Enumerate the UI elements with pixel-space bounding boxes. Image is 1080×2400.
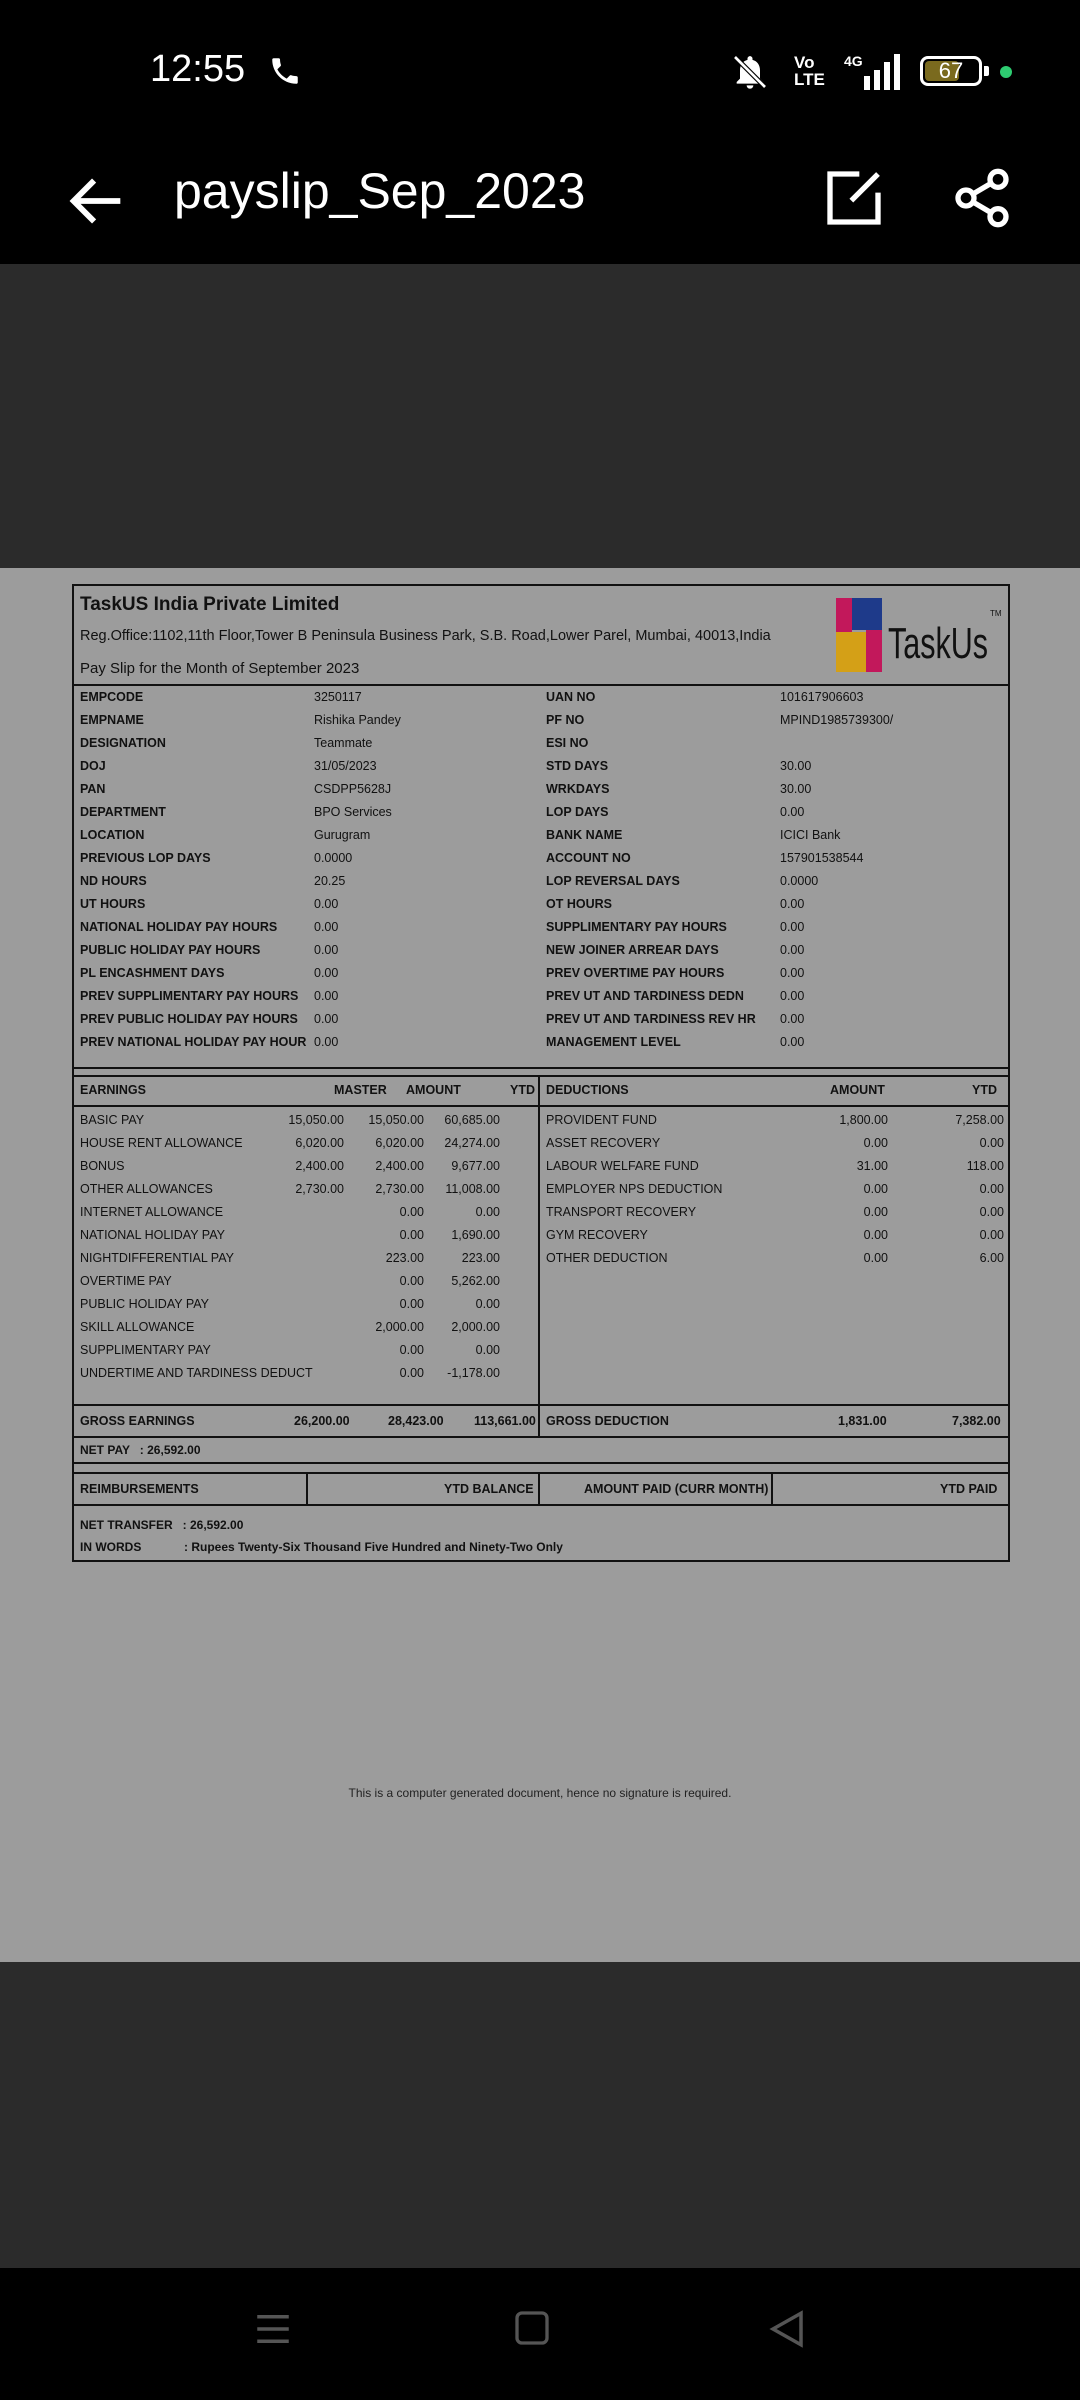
earning-name: OVERTIME PAY — [80, 1274, 172, 1288]
net-transfer: NET TRANSFER : 26,592.00 — [80, 1518, 244, 1532]
info-row — [74, 713, 1008, 736]
info-row — [74, 874, 1008, 897]
payslip — [72, 584, 1010, 1562]
info-value: MPIND1985739300/ — [780, 713, 894, 727]
gross-deduction-label: GROSS DEDUCTION — [546, 1414, 669, 1428]
info-value: Teammate — [314, 736, 373, 750]
navigation-bar — [0, 2268, 1080, 2400]
info-label: UT HOURS — [80, 897, 146, 911]
amount-header: AMOUNT — [406, 1083, 461, 1097]
info-value: 0.00 — [314, 966, 339, 980]
earning-name: UNDERTIME AND TARDINESS DEDUCT — [80, 1366, 313, 1380]
privacy-indicator-dot — [1000, 66, 1012, 78]
gross-ytd: 113,661.00 — [474, 1414, 536, 1428]
info-value: 0.00 — [780, 897, 805, 911]
ytd-header: YTD — [510, 1083, 535, 1097]
back-icon[interactable] — [766, 2308, 808, 2350]
earning-name: SKILL ALLOWANCE — [80, 1320, 195, 1334]
deduction-amount: 0.00 — [863, 1251, 888, 1265]
info-value: 0.00 — [780, 943, 805, 957]
info-value: 0.00 — [780, 989, 805, 1003]
earning-amount: 2,400.00 — [375, 1159, 424, 1173]
earning-name: OTHER ALLOWANCES — [80, 1182, 213, 1196]
gross-amount: 28,423.00 — [388, 1414, 444, 1428]
deduction-amount: 0.00 — [863, 1182, 888, 1196]
info-label: STD DAYS — [546, 759, 609, 773]
gross-deduction-amount: 1,831.00 — [838, 1414, 887, 1428]
earning-amount: 0.00 — [399, 1297, 424, 1311]
info-value: 0.00 — [314, 897, 339, 911]
info-label: PREV SUPPLIMENTARY PAY HOURS — [80, 989, 299, 1003]
info-value: 0.0000 — [314, 851, 353, 865]
column-divider — [538, 1406, 540, 1436]
ytd-paid-label: YTD PAID — [940, 1482, 998, 1496]
deduction-ytd-header: YTD — [972, 1083, 997, 1097]
info-value: 20.25 — [314, 874, 346, 888]
info-label: LOP DAYS — [546, 805, 609, 819]
info-label: PL ENCASHMENT DAYS — [80, 966, 225, 980]
earning-name: BONUS — [80, 1159, 125, 1173]
info-label: PREV UT AND TARDINESS DEDN — [546, 989, 744, 1003]
earning-ytd: 223.00 — [461, 1251, 500, 1265]
info-label: EMPCODE — [80, 690, 144, 704]
reimbursements-row — [74, 1472, 1008, 1506]
column-divider — [538, 1474, 540, 1504]
document-page[interactable] — [0, 568, 1080, 1962]
info-label: PUBLIC HOLIDAY PAY HOURS — [80, 943, 261, 957]
deduction-amount: 0.00 — [863, 1205, 888, 1219]
earning-ytd: 5,262.00 — [451, 1274, 500, 1288]
earning-amount: 0.00 — [399, 1205, 424, 1219]
registered-office: Reg.Office:1102,11th Floor,Tower B Peninsula Business Park, S.B. Road,Lower Parel, Mumbai, 40013,India — [80, 628, 771, 644]
deduction-name: TRANSPORT RECOVERY — [546, 1205, 697, 1219]
info-row — [74, 920, 1008, 943]
battery-tip — [984, 66, 989, 76]
deductions-header: DEDUCTIONS — [546, 1083, 629, 1097]
info-row — [74, 989, 1008, 1012]
amount-paid-label: AMOUNT PAID (CURR MONTH) — [584, 1482, 769, 1496]
info-value: 101617906603 — [780, 690, 864, 704]
deduction-ytd: 0.00 — [979, 1205, 1004, 1219]
phone-icon — [268, 54, 302, 88]
deduction-amount: 0.00 — [863, 1136, 888, 1150]
document-viewer[interactable] — [0, 264, 1080, 2262]
deduction-name: ASSET RECOVERY — [546, 1136, 661, 1150]
column-divider — [538, 1077, 540, 1404]
info-label: PREVIOUS LOP DAYS — [80, 851, 211, 865]
info-row — [74, 805, 1008, 828]
deduction-name: LABOUR WELFARE FUND — [546, 1159, 699, 1173]
info-row — [74, 828, 1008, 851]
earning-name: INTERNET ALLOWANCE — [80, 1205, 224, 1219]
home-icon[interactable] — [512, 2308, 552, 2348]
earning-name: NIGHTDIFFERENTIAL PAY — [80, 1251, 234, 1265]
document-title: payslip_Sep_2023 — [174, 163, 586, 219]
master-header: MASTER — [334, 1083, 387, 1097]
info-row — [74, 759, 1008, 782]
gross-deduction-ytd: 7,382.00 — [952, 1414, 1001, 1428]
net-transfer-block — [74, 1510, 1008, 1560]
info-label: DEPARTMENT — [80, 805, 166, 819]
share-icon[interactable] — [950, 166, 1014, 230]
pay-month: Pay Slip for the Month of September 2023 — [80, 660, 360, 677]
info-value: Rishika Pandey — [314, 713, 401, 727]
info-value: 31/05/2023 — [314, 759, 377, 773]
earning-amount: 6,020.00 — [375, 1136, 424, 1150]
earning-ytd: 0.00 — [475, 1297, 500, 1311]
earning-ytd: 11,008.00 — [445, 1182, 500, 1196]
info-label: PAN — [80, 782, 106, 796]
info-label: EMPNAME — [80, 713, 144, 727]
deduction-name: PROVIDENT FUND — [546, 1113, 657, 1127]
info-row — [74, 736, 1008, 759]
earning-master: 6,020.00 — [295, 1136, 344, 1150]
volte-indicator: Vo LTE — [794, 53, 825, 89]
info-label: LOCATION — [80, 828, 145, 842]
earning-master: 2,400.00 — [295, 1159, 344, 1173]
earning-amount: 0.00 — [399, 1274, 424, 1288]
info-value: CSDPP5628J — [314, 782, 392, 796]
company-name: TaskUS India Private Limited — [80, 594, 340, 615]
info-value: 30.00 — [780, 759, 812, 773]
info-value: 0.00 — [780, 1012, 805, 1026]
deduction-ytd: 0.00 — [979, 1136, 1004, 1150]
info-value: 3250117 — [314, 690, 362, 704]
info-row — [74, 897, 1008, 920]
earning-ytd: 9,677.00 — [451, 1159, 500, 1173]
info-label: PREV PUBLIC HOLIDAY PAY HOURS — [80, 1012, 298, 1026]
info-value: 0.00 — [780, 966, 805, 980]
info-value: BPO Services — [314, 805, 392, 819]
info-value: 0.00 — [314, 943, 339, 957]
status-bar — [0, 0, 1080, 140]
earning-ytd: 0.00 — [475, 1343, 500, 1357]
info-row — [74, 690, 1008, 713]
info-label: ND HOURS — [80, 874, 147, 888]
back-arrow-icon[interactable] — [62, 166, 132, 236]
gross-master: 26,200.00 — [294, 1414, 350, 1428]
earning-master: 2,730.00 — [295, 1182, 344, 1196]
ytd-balance-label: YTD BALANCE — [444, 1482, 534, 1496]
earning-amount: 15,050.00 — [368, 1113, 424, 1127]
column-divider — [771, 1474, 773, 1504]
taskus-logo — [836, 592, 1002, 676]
svg-text:4G: 4G — [844, 53, 863, 69]
deduction-amount: 1,800.00 — [839, 1113, 888, 1127]
menu-icon[interactable] — [252, 2308, 294, 2350]
info-label: ACCOUNT NO — [546, 851, 631, 865]
info-label: LOP REVERSAL DAYS — [546, 874, 680, 888]
info-label: DOJ — [80, 759, 106, 773]
info-value: 30.00 — [780, 782, 812, 796]
info-label: PREV UT AND TARDINESS REV HR — [546, 1012, 756, 1026]
deduction-name: GYM RECOVERY — [546, 1228, 648, 1242]
info-label: UAN NO — [546, 690, 596, 704]
deduction-ytd: 7,258.00 — [955, 1113, 1004, 1127]
info-value: 0.00 — [314, 920, 339, 934]
edit-icon[interactable] — [822, 166, 886, 230]
earning-ytd: 0.00 — [475, 1205, 500, 1219]
info-row — [74, 851, 1008, 874]
info-label: WRKDAYS — [546, 782, 610, 796]
deduction-name: EMPLOYER NPS DEDUCTION — [546, 1182, 723, 1196]
info-value: 0.0000 — [780, 874, 819, 888]
info-label: ESI NO — [546, 736, 589, 750]
earnings-deductions-table — [74, 1075, 1008, 1406]
info-label: BANK NAME — [546, 828, 623, 842]
header-rule — [74, 1105, 1008, 1107]
deduction-amount-header: AMOUNT — [830, 1083, 885, 1097]
info-row — [74, 943, 1008, 966]
info-value: Gurugram — [314, 828, 371, 842]
payslip-header — [74, 586, 1008, 686]
in-words: : Rupees Twenty-Six Thousand Five Hundred and Ninety-Two Only — [184, 1540, 563, 1554]
info-label: PREV NATIONAL HOLIDAY PAY HOUR — [80, 1035, 307, 1049]
earning-ytd: 1,690.00 — [451, 1228, 500, 1242]
info-label: OT HOURS — [546, 897, 612, 911]
gross-row — [74, 1406, 1008, 1438]
earning-name: PUBLIC HOLIDAY PAY — [80, 1297, 209, 1311]
svg-text:TM: TM — [990, 609, 1002, 618]
info-value: 0.00 — [314, 1012, 339, 1026]
column-divider — [306, 1474, 308, 1504]
info-row — [74, 1035, 1008, 1058]
info-row — [74, 1012, 1008, 1035]
info-label: PREV OVERTIME PAY HOURS — [546, 966, 725, 980]
svg-text:TaskUs: TaskUs — [888, 619, 988, 668]
earning-name: HOUSE RENT ALLOWANCE — [80, 1136, 243, 1150]
earning-master: 15,050.00 — [288, 1113, 344, 1127]
gross-earnings-label: GROSS EARNINGS — [80, 1414, 195, 1428]
info-value: ICICI Bank — [780, 828, 841, 842]
info-value: 0.00 — [780, 805, 805, 819]
clock: 12:55 — [150, 48, 246, 90]
earning-amount: 223.00 — [385, 1251, 424, 1265]
info-row — [74, 966, 1008, 989]
deduction-ytd: 6.00 — [979, 1251, 1004, 1265]
info-label: NATIONAL HOLIDAY PAY HOURS — [80, 920, 278, 934]
info-label: PF NO — [546, 713, 585, 727]
earning-amount: 2,730.00 — [375, 1182, 424, 1196]
info-value: 0.00 — [314, 989, 339, 1003]
footnote: This is a computer generated document, hence no signature is required. — [348, 1786, 732, 1800]
info-value: 0.00 — [780, 920, 805, 934]
deduction-name: OTHER DEDUCTION — [546, 1251, 668, 1265]
info-label: SUPPLIMENTARY PAY HOURS — [546, 920, 727, 934]
reimbursements-label: REIMBURSEMENTS — [80, 1482, 199, 1496]
info-label: NEW JOINER ARREAR DAYS — [546, 943, 719, 957]
deduction-ytd: 118.00 — [966, 1159, 1004, 1173]
earning-ytd: 2,000.00 — [451, 1320, 500, 1334]
earning-amount: 0.00 — [399, 1366, 424, 1380]
earning-name: SUPPLIMENTARY PAY — [80, 1343, 211, 1357]
info-value: 157901538544 — [780, 851, 864, 865]
app-bar — [0, 140, 1080, 264]
earning-ytd: 24,274.00 — [444, 1136, 500, 1150]
info-row — [74, 782, 1008, 805]
deduction-ytd: 0.00 — [979, 1182, 1004, 1196]
earning-name: BASIC PAY — [80, 1113, 145, 1127]
info-value: 0.00 — [314, 1035, 339, 1049]
deduction-ytd: 0.00 — [979, 1228, 1004, 1242]
earning-ytd: -1,178.00 — [447, 1366, 500, 1380]
earning-name: NATIONAL HOLIDAY PAY — [80, 1228, 225, 1242]
earnings-header: EARNINGS — [80, 1083, 146, 1097]
deduction-amount: 31.00 — [856, 1159, 888, 1173]
mute-icon — [730, 52, 770, 92]
earning-amount: 0.00 — [399, 1228, 424, 1242]
info-label: MANAGEMENT LEVEL — [546, 1035, 681, 1049]
employee-info — [74, 686, 1008, 1069]
earning-amount: 2,000.00 — [375, 1320, 424, 1334]
in-words-label: IN WORDS — [80, 1540, 142, 1554]
info-label: DESIGNATION — [80, 736, 166, 750]
earning-ytd: 60,685.00 — [444, 1113, 500, 1127]
signal-icon — [842, 52, 908, 92]
info-value: 0.00 — [780, 1035, 805, 1049]
deduction-amount: 0.00 — [863, 1228, 888, 1242]
earning-amount: 0.00 — [399, 1343, 424, 1357]
battery-icon: 67 — [920, 56, 982, 86]
net-pay-row — [74, 1438, 1008, 1464]
net-pay: NET PAY : 26,592.00 — [80, 1443, 201, 1457]
